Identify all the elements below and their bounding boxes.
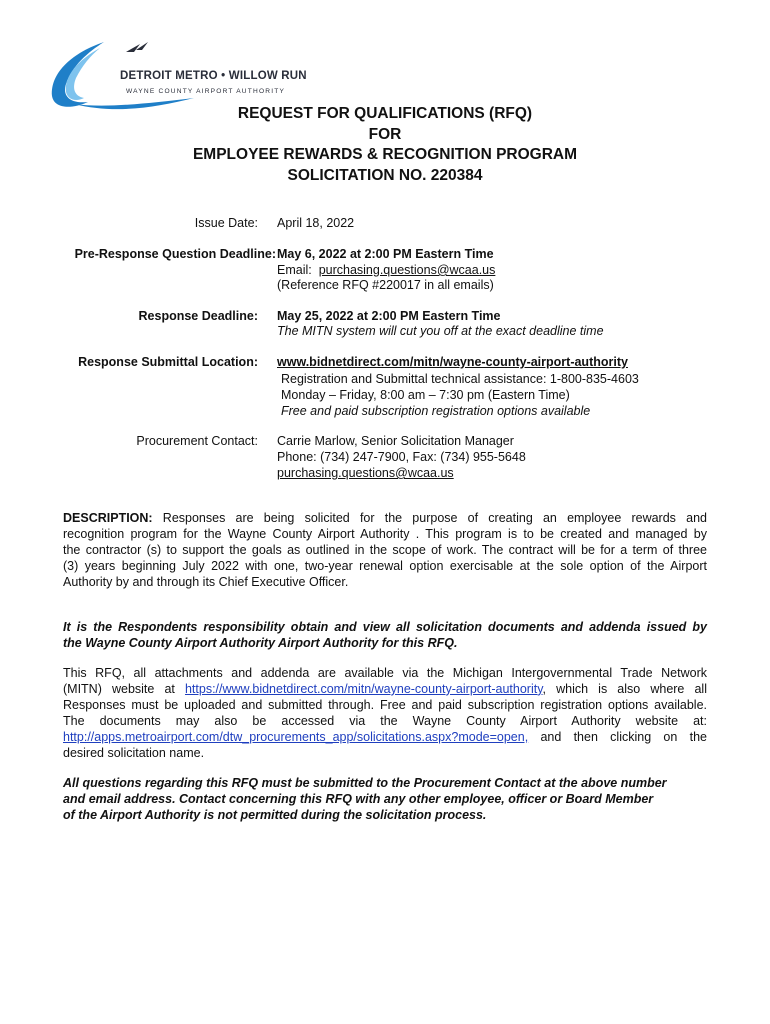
description-line: Responses are being solicited for the purpose of creating an employee rewards and: [162, 511, 707, 525]
availability-text: and then clicking on the: [528, 729, 707, 744]
procurement-contact-label: Procurement Contact:: [136, 434, 258, 448]
description-line: the contractor (s) to support the goals as outlined in the scope of work. The contract will be for a term of three: [63, 542, 707, 557]
title-line: REQUEST FOR QUALIFICATIONS (RFQ): [237, 105, 533, 122]
description-line: Authority by and through its Chief Executive Officer.: [63, 574, 349, 589]
procurement-contact-name: Carrie Marlow, Senior Solicitation Manager: [277, 434, 514, 448]
description-heading: DESCRIPTION:: [63, 511, 153, 525]
document-title: [0, 104, 770, 186]
mitn-website-link[interactable]: https://www.bidnetdirect.com/mitn/wayne-county-airport-authority: [184, 681, 543, 696]
question-email-label: Email:: [277, 263, 312, 277]
submittal-assistance: Registration and Submittal technical assistance: 1-800-835-4603: [281, 372, 639, 386]
logo-subtitle: WAYNE COUNTY AIRPORT AUTHORITY: [126, 88, 286, 95]
submittal-location-label: Response Submittal Location:: [78, 355, 258, 369]
submittal-location-link[interactable]: www.bidnetdirect.com/mitn/wayne-county-airport-authority: [277, 355, 628, 369]
procurement-contact-email[interactable]: purchasing.questions@wcaa.us: [277, 466, 454, 480]
title-line: FOR: [368, 125, 402, 143]
submittal-note: Free and paid subscription registration options available: [281, 404, 591, 418]
solicitations-website-link[interactable]: http://apps.metroairport.com/dtw_procurements_app/solicitations.aspx?mode=open,: [63, 729, 529, 744]
questions-line: All questions regarding this RFQ must be submitted to the Procurement Contact at the above number: [63, 776, 667, 790]
availability-paragraph: [63, 666, 707, 761]
question-deadline-label: Pre-Response Question Deadline:: [74, 247, 276, 261]
issue-date-value: April 18, 2022: [277, 216, 355, 230]
availability-text: , which is also where all: [542, 681, 707, 696]
submittal-hours: Monday – Friday, 8:00 am – 7:30 pm (Eastern Time): [281, 388, 570, 402]
logo-title: DETROIT METRO • WILLOW RUN: [120, 70, 307, 82]
title-line: EMPLOYEE REWARDS & RECOGNITION PROGRAM: [192, 146, 578, 163]
response-deadline-value: May 25, 2022 at 2:00 PM Eastern Time: [277, 309, 501, 323]
description-paragraph: [63, 511, 707, 591]
availability-text: (MITN) website at: [63, 681, 185, 696]
question-deadline-value: May 6, 2022 at 2:00 PM Eastern Time: [277, 247, 494, 261]
availability-line: desired solicitation name.: [63, 745, 205, 760]
description-line: recognition program for the Wayne County Airport Authority . This program is to be created and managed by: [63, 526, 707, 541]
responsibility-line: the Wayne County Airport Authority Airport Authority for this RFQ.: [63, 635, 458, 650]
questions-notice: [63, 776, 707, 824]
availability-line: Responses must be uploaded and submitted through. Free and paid subscription registration options available.: [63, 697, 707, 712]
question-email-row: [277, 262, 495, 278]
issue-date-label: Issue Date:: [194, 216, 258, 230]
title-line: SOLICITATION NO. 220384: [287, 166, 483, 184]
responsibility-line: It is the Respondents responsibility obtain and view all solicitation documents and addenda issued by: [63, 620, 707, 634]
description-line: (3) years beginning July 2022 with one, two-year renewal option exercisable at the sole option of the Airport: [63, 558, 707, 573]
availability-line: [63, 730, 707, 746]
airport-logo: [44, 38, 307, 112]
response-deadline-note: The MITN system will cut you off at the exact deadline time: [277, 324, 604, 338]
questions-line: and email address. Contact concerning this RFQ with any other employee, officer or Board Member: [63, 791, 654, 806]
question-email-link[interactable]: purchasing.questions@wcaa.us: [318, 263, 496, 277]
procurement-contact-phone: Phone: (734) 247-7900, Fax: (734) 955-5648: [277, 450, 526, 464]
question-reference: (Reference RFQ #220017 in all emails): [277, 278, 494, 292]
availability-line: This RFQ, all attachments and addenda are available via the Michigan Intergovernmental Trade Network: [63, 666, 707, 680]
availability-line: The documents may also be accessed via the Wayne County Airport Authority website at:: [63, 713, 707, 728]
availability-line: [63, 682, 707, 698]
response-deadline-label: Response Deadline:: [138, 309, 258, 323]
responsibility-notice: [63, 620, 707, 652]
questions-line: of the Airport Authority is not permitted during the solicitation process.: [63, 807, 487, 822]
